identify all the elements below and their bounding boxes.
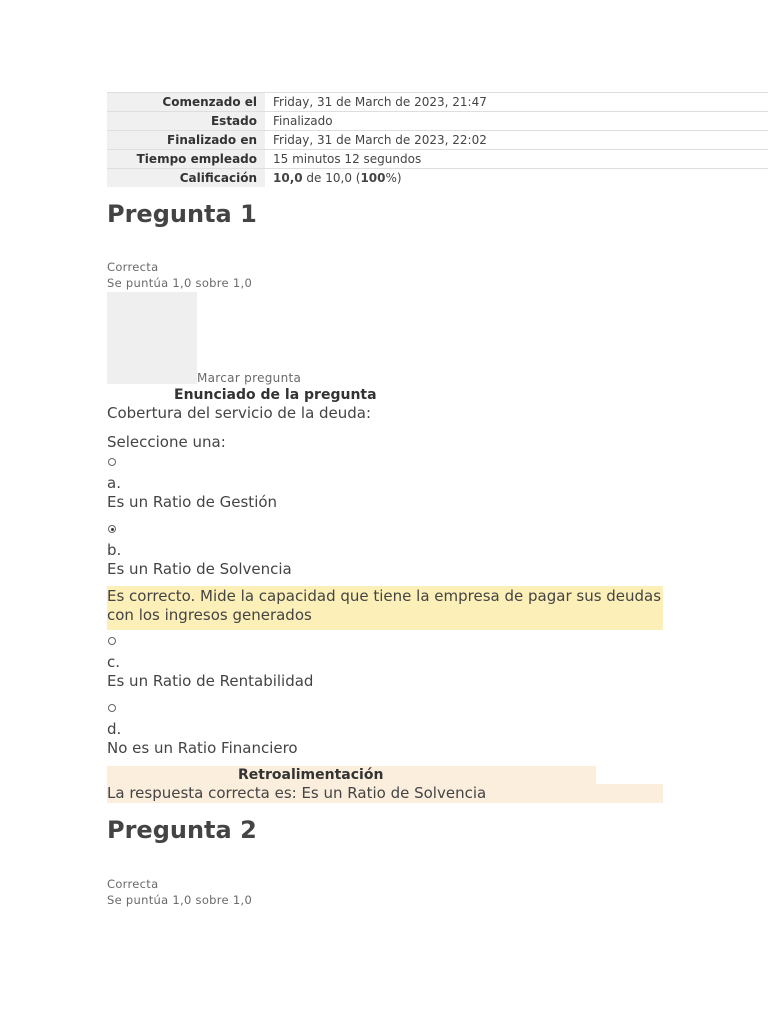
flag-icon[interactable] xyxy=(107,292,197,384)
option-b-text[interactable]: Es un Ratio de Solvencia xyxy=(107,560,292,578)
option-c-radio[interactable] xyxy=(108,637,116,645)
question-1-title: Pregunta 1 xyxy=(107,200,257,228)
option-c-text[interactable]: Es un Ratio de Rentabilidad xyxy=(107,672,314,690)
option-d-text[interactable]: No es un Ratio Financiero xyxy=(107,739,298,757)
summary-value: Finalizado xyxy=(265,112,768,131)
question-2-info xyxy=(107,876,252,908)
option-a-radio[interactable] xyxy=(108,458,116,466)
option-feedback: Es correcto. Mide la capacidad que tiene la empresa de pagar sus deudas con los ingresos generados xyxy=(107,586,663,630)
summary-label: Comenzado el xyxy=(107,93,265,112)
summary-row-started xyxy=(107,93,768,112)
summary-row-state xyxy=(107,112,768,131)
flag-question-link[interactable]: Marcar pregunta xyxy=(197,371,302,385)
question-1-info xyxy=(107,259,252,291)
option-b-radio[interactable] xyxy=(108,525,116,533)
option-b-letter: b. xyxy=(107,541,122,559)
question-grade: Se puntúa 1,0 sobre 1,0 xyxy=(107,276,253,290)
question-status: Correcta xyxy=(107,260,159,274)
grade-score: 10,0 xyxy=(273,171,303,185)
option-a-letter: a. xyxy=(107,474,121,492)
question-grade: Se puntúa 1,0 sobre 1,0 xyxy=(107,893,253,907)
option-d-letter: d. xyxy=(107,720,122,738)
select-prompt: Seleccione una: xyxy=(107,433,226,451)
summary-row-grade xyxy=(107,169,768,188)
summary-label: Estado xyxy=(107,112,265,131)
grade-percent: 100 xyxy=(360,171,386,185)
summary-label: Tiempo empleado xyxy=(107,150,265,169)
summary-label: Calificación xyxy=(107,169,265,188)
feedback-heading-text: Retroalimentación xyxy=(238,767,384,783)
question-2-title: Pregunta 2 xyxy=(107,816,257,844)
summary-value: Friday, 31 de March de 2023, 21:47 xyxy=(265,93,768,112)
option-c-letter: c. xyxy=(107,653,121,671)
statement-heading: Enunciado de la pregunta xyxy=(174,387,377,403)
summary-row-time xyxy=(107,150,768,169)
attempt-summary-table xyxy=(107,92,768,187)
question-text: Cobertura del servicio de la deuda: xyxy=(107,404,372,422)
feedback-heading xyxy=(107,766,596,784)
summary-value: Friday, 31 de March de 2023, 22:02 xyxy=(265,131,768,150)
grade-close: %) xyxy=(385,171,402,185)
summary-value xyxy=(265,169,768,188)
summary-label: Finalizado en xyxy=(107,131,265,150)
summary-row-finished xyxy=(107,131,768,150)
grade-of: de 10,0 ( xyxy=(302,171,361,185)
summary-value: 15 minutos 12 segundos xyxy=(265,150,768,169)
feedback-text: La respuesta correcta es: Es un Ratio de Solvencia xyxy=(107,784,663,803)
option-d-radio[interactable] xyxy=(108,704,116,712)
question-status: Correcta xyxy=(107,877,159,891)
option-a-text[interactable]: Es un Ratio de Gestión xyxy=(107,493,278,511)
